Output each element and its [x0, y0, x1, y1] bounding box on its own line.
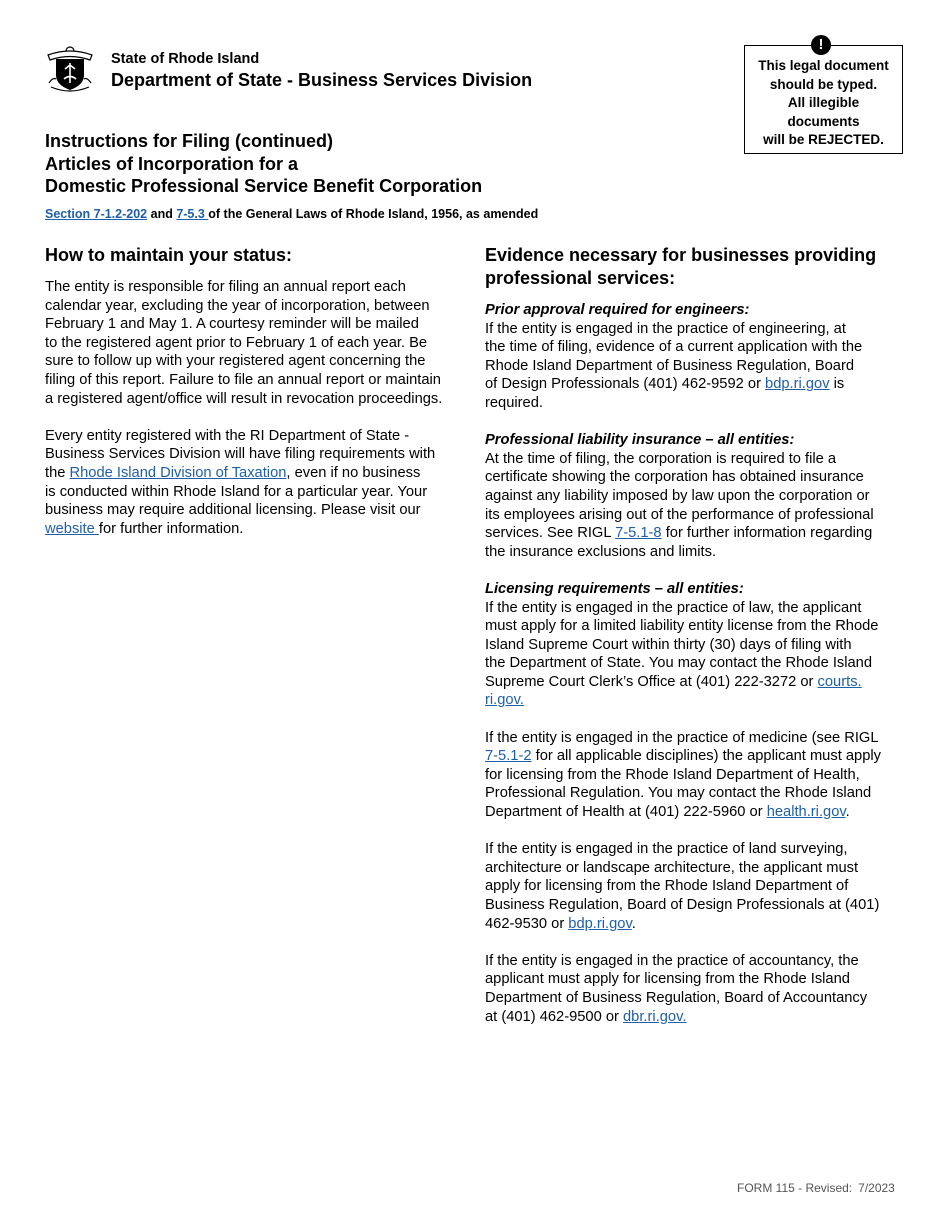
title-line-2: Articles of Incorporation for a: [45, 153, 299, 174]
text-line: a registered agent/office will result in revocation proceedings.: [45, 390, 443, 407]
text-line: [485, 673, 910, 692]
courts-link-continued[interactable]: ri.gov.: [485, 692, 524, 709]
text-line: to the registered agent prior to February 1 of each year. Be: [45, 334, 428, 351]
text-line: apply for licensing from the Rhode Island Department of: [485, 878, 849, 895]
courts-link[interactable]: courts.: [817, 673, 862, 690]
revision-date: 7/2023: [858, 1181, 895, 1195]
engineers-section: [485, 301, 910, 413]
text-segment: 462-9530 or: [485, 915, 569, 932]
text-line: Island Supreme Court within thirty (30) days of filing with: [485, 636, 852, 653]
text-segment: for further information.: [98, 520, 244, 537]
taxation-link[interactable]: Rhode Island Division of Taxation: [69, 464, 287, 481]
text-line: If the entity is engaged in the practice of accountancy, the: [485, 952, 859, 969]
text-line: At the time of filing, the corporation is required to file a: [485, 450, 837, 467]
text-line: [485, 1008, 910, 1027]
text-line: architecture or landscape architecture, the applicant must: [485, 859, 859, 876]
text-line: Business Regulation, Board of Design Professionals at (401): [485, 897, 880, 913]
licensing-medicine-section: [485, 729, 910, 822]
text-segment: of Design Professionals (401) 462-9592 or: [485, 376, 766, 393]
header-department: Department of State - Business Services Division: [111, 70, 533, 90]
text-line: [485, 691, 910, 710]
left-column: [45, 244, 470, 557]
website-link[interactable]: website: [45, 520, 99, 537]
form-footer: [737, 1181, 895, 1195]
text-line: applicant must apply for licensing from the Rhode Island: [485, 971, 850, 988]
notice-line: should be typed.: [769, 76, 878, 92]
rigl-7-5-1-8-link[interactable]: 7-5.1-8: [615, 525, 662, 542]
citation-and: and: [147, 207, 177, 221]
header-state: State of Rhode Island: [111, 51, 260, 67]
text-line: sure to follow up with your registered agent concerning the: [45, 353, 426, 370]
text-line: the time of filing, evidence of a current application with the: [485, 339, 863, 356]
notice-line: will be REJECTED.: [763, 132, 884, 147]
text-line: Business Services Division will have filing requirements with: [45, 446, 436, 463]
text-line: If the entity is engaged in the practice of medicine (see RIGL: [485, 729, 879, 746]
annual-report-paragraph: [45, 278, 470, 408]
exclamation-icon: !: [811, 35, 831, 55]
title-line-1: Instructions for Filing (continued): [45, 131, 333, 151]
insurance-section: [485, 431, 910, 561]
dbr-link[interactable]: dbr.ri.gov.: [623, 1008, 687, 1025]
evidence-heading: [485, 244, 910, 290]
notice-line: All illegible: [787, 95, 860, 110]
filing-requirements-paragraph: [45, 427, 470, 539]
notice-box: [744, 45, 903, 154]
section-link[interactable]: Section 7-1.2-202: [45, 207, 148, 221]
text-segment: Supreme Court Clerk’s Office at (401) 222-3272 or: [485, 673, 818, 690]
bdp-link-2[interactable]: bdp.ri.gov: [568, 915, 632, 932]
text-line: required.: [485, 394, 543, 411]
text-line: the insurance exclusions and limits.: [485, 543, 717, 560]
notice-line: documents: [787, 113, 860, 129]
chapter-link[interactable]: 7-5.3: [176, 207, 209, 221]
text-segment: .: [631, 915, 636, 932]
page-title: [45, 130, 482, 198]
licensing-subheading: Licensing requirements – all entities:: [485, 580, 744, 597]
licensing-surveying-section: [485, 840, 910, 933]
citation-rest: of the General Laws of Rhode Island, 1956, as amended: [208, 207, 539, 221]
text-line: must apply for a limited liability entity license from the Rhode: [485, 618, 879, 635]
text-line: [485, 803, 910, 822]
text-segment: services. See RIGL: [485, 525, 616, 542]
licensing-accountancy-section: [485, 952, 910, 1026]
text-line: [485, 747, 910, 766]
rigl-7-5-1-2-link[interactable]: 7-5.1-2: [485, 748, 532, 765]
maintain-status-heading: How to maintain your status:: [45, 245, 293, 265]
text-line: against any liability imposed by law upon the corporation or: [485, 487, 870, 504]
health-link[interactable]: health.ri.gov: [766, 804, 846, 821]
text-line: [485, 375, 910, 394]
text-segment: , even if no business: [286, 464, 421, 481]
text-line: for licensing from the Rhode Island Department of Health,: [485, 766, 860, 783]
text-line: [45, 520, 470, 539]
text-line: [45, 464, 470, 483]
text-line: Every entity registered with the RI Department of State -: [45, 427, 410, 444]
engineers-subheading: Prior approval required for engineers:: [485, 302, 750, 318]
text-line: If the entity is engaged in the practice of land surveying,: [485, 841, 848, 858]
text-line: its employees arising out of the performance of professional: [485, 506, 874, 523]
text-line: calendar year, excluding the year of incorporation, between: [45, 297, 430, 314]
text-line: filing of this report. Failure to file an annual report or maintain: [45, 371, 441, 388]
text-line: If the entity is engaged in the practice of engineering, at: [485, 320, 846, 337]
text-line: February 1 and May 1. A courtesy reminder will be mailed: [45, 316, 419, 333]
text-line: Rhode Island Department of Business Regulation, Board: [485, 357, 855, 374]
text-line: the Department of State. You may contact the Rhode Island: [485, 655, 873, 672]
text-segment: for further information regarding: [661, 525, 873, 542]
right-column: [485, 244, 910, 1045]
title-line-3: Domestic Professional Service Benefit Corporation: [45, 176, 483, 196]
text-line: [485, 915, 910, 934]
text-line: Professional Regulation. You may contact the Rhode Island: [485, 785, 872, 802]
text-segment: for all applicable disciplines) the applicant must apply: [531, 748, 881, 765]
heading-line: professional services:: [485, 268, 676, 288]
licensing-law-section: [485, 580, 910, 710]
text-line: business may require additional licensing. Please visit our: [45, 502, 421, 519]
form-number: FORM 115 - Revised:: [737, 1181, 853, 1195]
text-segment: the: [45, 464, 70, 481]
state-seal-icon: [45, 43, 95, 93]
law-citation: [45, 207, 538, 221]
text-segment: is: [829, 376, 845, 393]
text-line: If the entity is engaged in the practice of law, the applicant: [485, 599, 862, 616]
text-line: certificate showing the corporation has obtained insurance: [485, 469, 864, 486]
text-segment: .: [845, 804, 850, 821]
text-segment: Department of Health at (401) 222-5960 or: [485, 804, 767, 821]
text-line: is conducted within Rhode Island for a particular year. Your: [45, 483, 428, 500]
heading-line: Evidence necessary for businesses providing: [485, 245, 877, 265]
text-line: Department of Business Regulation, Board of Accountancy: [485, 989, 868, 1006]
text-line: The entity is responsible for filing an annual report each: [45, 279, 406, 295]
insurance-subheading: Professional liability insurance – all entities:: [485, 432, 795, 449]
bdp-link[interactable]: bdp.ri.gov: [765, 376, 830, 393]
text-segment: at (401) 462-9500 or: [485, 1008, 623, 1025]
text-line: [485, 524, 910, 543]
notice-line: This legal document: [758, 58, 889, 73]
